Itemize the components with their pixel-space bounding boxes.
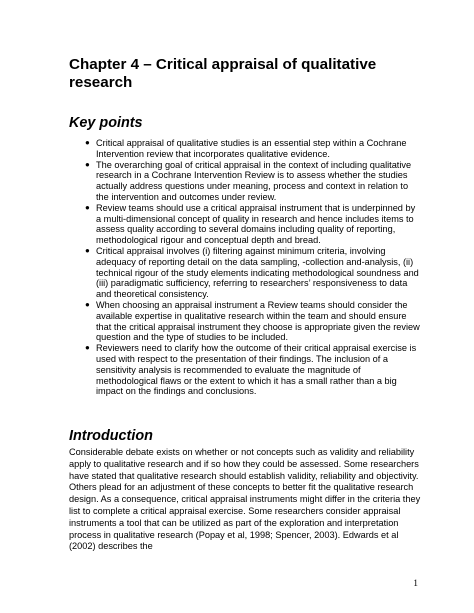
bullet-icon: ● [85, 299, 90, 309]
key-point-item [85, 159, 421, 203]
introduction-heading: Introduction [69, 428, 153, 444]
chapter-title: Chapter 4 – Critical appraisal of qualitative research [69, 56, 377, 91]
key-point-text: Review teams should use a critical appraisal instrument that is underpinned by a multi-dimensional concept of quality in research and hence includes items to assess quality according to several domains including quality of reporting, methodological rigour and conceptual depth and bread. [96, 202, 416, 246]
key-point-text: Reviewers need to clarify how the outcome of their critical appraisal exercise is used with respect to the presentation of their findings. The inclusion of a sensitivity analysis is recommended to evaluate the magnitude of methodological flaws or the extent to which it has a small rather than a big impact on the findings and conclusions. [96, 343, 417, 397]
bullet-icon: ● [85, 245, 90, 255]
key-point-text: When choosing an appraisal instrument a Review teams should consider the available expertise in qualitative research within the team and should ensure that the critical appraisal instrument they choose is appropriate given the review question and the type of studies to be included. [96, 299, 420, 343]
introduction-paragraph: Considerable debate exists on whether or not concepts such as validity and reliability apply to qualitative research and if so how they could be assessed. Some researchers have stated that qualitative research should establish validity, reliability and objectivity. Others plead for an adjustment of these concepts to better fit the qualitative research design. As a consequence, critical appraisal instruments might differ in the criteria they list to complete a critical appraisal exercise. Some researchers consider appraisal instruments a tool that can be utilized as part of the exploration and interpretation process in qualitative research (Popay et al, 1998; Spencer, 2003). Edwards et al (2002) describes the [69, 447, 421, 552]
bullet-icon: ● [85, 159, 90, 169]
key-point-text: The overarching goal of critical appraisal in the context of including qualitative research in a Cochrane Intervention Review is to assess whether the studies actually address questions under meaning, process and context in relation to the intervention and outcomes under review. [96, 159, 412, 202]
key-point-item [85, 202, 421, 246]
bullet-icon: ● [85, 343, 90, 353]
key-point-text: Critical appraisal involves (i) filtering against minimum criteria, involving adequacy of reporting detail on the data sampling, -collection and-analysis, (ii) technical rigour of the study elements indicating methodological soundness and (iii) paradigmatic sufficiency, referring to researchers’ responsiveness to data and theoretical consistency. [96, 245, 419, 300]
key-points-list [85, 138, 421, 397]
key-point-item [85, 245, 421, 300]
bullet-icon: ● [85, 138, 90, 147]
key-point-item [85, 138, 421, 160]
bullet-icon: ● [85, 202, 90, 212]
key-point-item [85, 343, 421, 397]
key-point-text: Critical appraisal of qualitative studies is an essential step within a Cochrane Intervention review that incorporates qualitative evidence. [96, 138, 407, 159]
key-points-heading: Key points [69, 115, 143, 131]
key-point-item [85, 299, 421, 343]
page-number: 1 [413, 579, 418, 589]
